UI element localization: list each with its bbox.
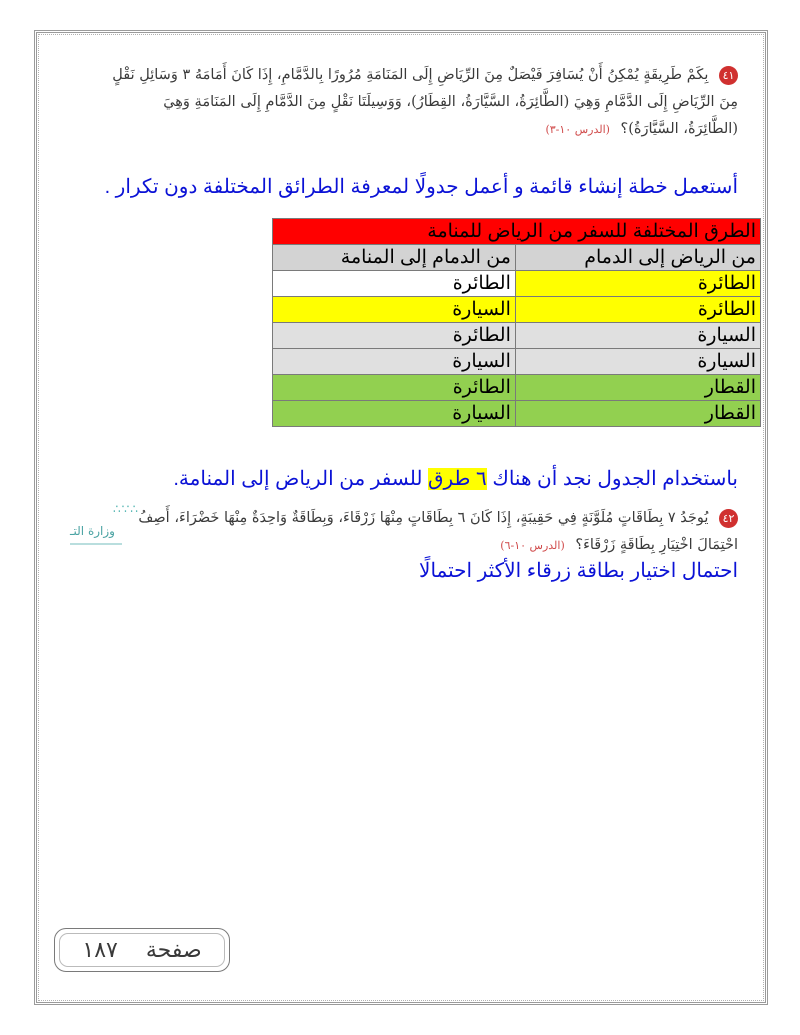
table-title: الطرق المختلفة للسفر من الرياض للمنامة [273, 219, 761, 245]
question-number-badge: ٤٢ [719, 509, 738, 528]
ministry-watermark: وزارة التـ [70, 524, 115, 538]
table-row [273, 297, 761, 323]
cell-from: الطائرة [515, 297, 760, 323]
question-42 [98, 505, 738, 559]
table-row [273, 323, 761, 349]
question-41-line-1: بِكَمْ طَرِيقَةٍ يُمْكِنُ أَنْ يُسَافِرَ فَيْصَلٌ مِنَ الرِّيَاضِ إِلَى المَنَامَةِ مُرُورًا بِالدَّمَّامِ، إِذَا كَانَ أَمَامَهُ ٣ وَسَائِلِ نَقْلٍ [112, 67, 709, 83]
table-row [273, 271, 761, 297]
conclusion-before: باستخدام الجدول نجد أن هناك [492, 468, 738, 490]
page-number-badge-inner [59, 933, 225, 967]
page-number: ١٨٧ [82, 937, 118, 963]
table-row [273, 349, 761, 375]
page-number-badge [54, 928, 230, 972]
table-title-row [273, 219, 761, 245]
table-row [273, 375, 761, 401]
cell-to: السيارة [273, 401, 516, 427]
conclusion-after: للسفر من الرياض إلى المنامة. [173, 468, 423, 490]
question-41-line-3: (الطَّائِرَةُ، السَّيَّارَةُ)؟ [620, 121, 738, 137]
cell-to: الطائرة [273, 323, 516, 349]
cell-from: الطائرة [515, 271, 760, 297]
question-41 [98, 62, 738, 143]
lesson-reference: (الدرس ١٠-٦) [500, 539, 565, 552]
cell-from: السيارة [515, 349, 760, 375]
cell-from: القطار [515, 375, 760, 401]
instruction-text: أستعمل خطة إنشاء قائمة و أعمل جدولًا لمعرفة الطرائق المختلفة دون تكرار . [104, 176, 738, 198]
header-riyadh-dammam: من الرياض إلى الدمام [515, 245, 760, 271]
cell-from: القطار [515, 401, 760, 427]
cell-from: السيارة [515, 323, 760, 349]
conclusion-text [48, 466, 738, 491]
ministry-logo-dots-icon: ∴∵∴ [113, 502, 139, 516]
page-label: صفحة [145, 937, 202, 963]
cell-to: السيارة [273, 349, 516, 375]
routes-table [272, 218, 761, 427]
question-42-line-2: احْتِمَالَ اخْتِيَارِ بِطَاقَةٍ زَرْقَاءَ؟ [575, 537, 738, 553]
watermark-underline [70, 543, 122, 545]
question-42-line-1: يُوجَدُ ٧ بِطَاقَاتٍ مُلَوَّنَةٍ فِي حَقِيبَةٍ، إِذَا كَانَ ٦ بِطَاقَاتٍ مِنْهَا زَرْقَاءَ، وَبِطَاقَةٌ وَاحِدَةٌ مِنْهَا خَضْرَاءَ، أَصِفُ [138, 510, 709, 526]
cell-to: السيارة [273, 297, 516, 323]
answer-42-text: احتمال اختيار بطاقة زرقاء الأكثر احتمالًا [419, 560, 738, 582]
conclusion-highlight: ٦ طرق [428, 468, 487, 490]
question-number-badge: ٤١ [719, 66, 738, 85]
header-dammam-manama: من الدمام إلى المنامة [273, 245, 516, 271]
cell-to: الطائرة [273, 271, 516, 297]
lesson-reference: (الدرس ١٠-٣) [545, 123, 610, 136]
cell-to: الطائرة [273, 375, 516, 401]
table-header-row [273, 245, 761, 271]
question-41-line-2: مِنَ الرِّيَاضِ إِلَى الدَّمَّامِ وَهِيَ (الطَّائِرَةُ، السَّيَّارَةُ، القِطَارُ)، وَوَسِيلَتَا نَقْلٍ مِنَ الدَّمَّامِ إِلَى المَنَامَةِ وَهِيَ [163, 94, 738, 110]
table-row [273, 401, 761, 427]
